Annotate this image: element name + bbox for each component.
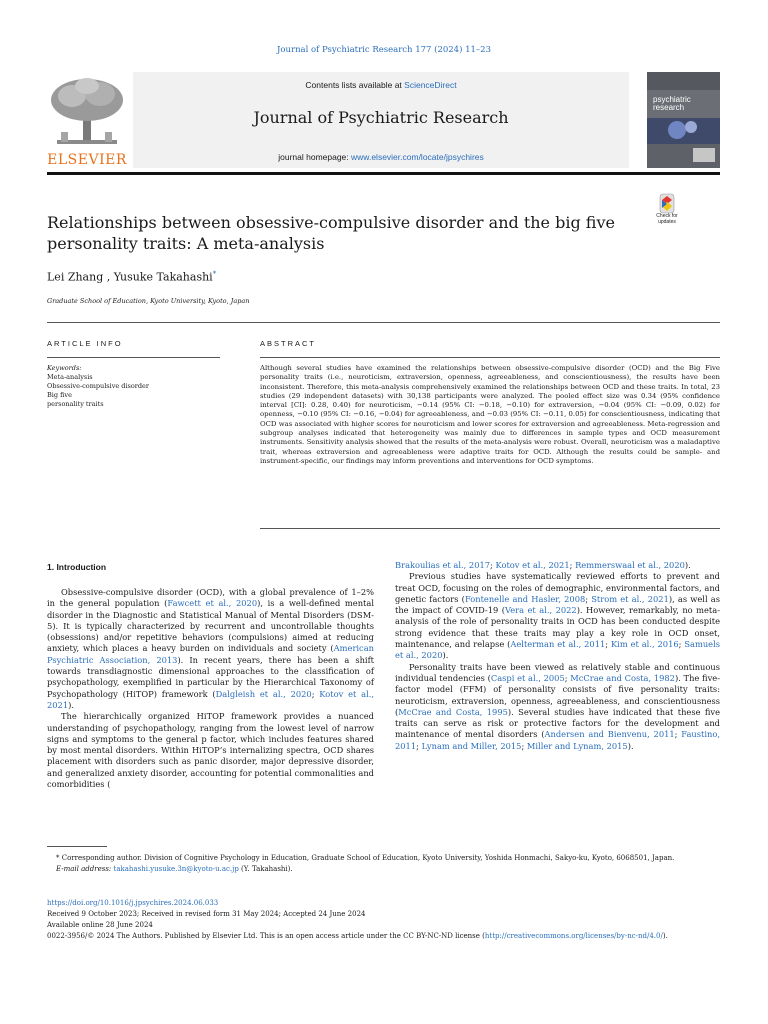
citation-link[interactable]: Andersen and Bienvenu, 2011: [544, 729, 675, 740]
citation-link[interactable]: American Psychiatric Association, 2013: [47, 643, 374, 665]
text-run: ;: [564, 672, 571, 683]
received-dates: Received 9 October 2023; Received in revised form 31 May 2024; Accepted 24 June 2024: [47, 910, 366, 918]
text-run: ).: [442, 650, 449, 661]
text-run: ), as well as the impact of COVID-19 (: [395, 593, 721, 616]
sciencedirect-link[interactable]: ScienceDirect: [404, 80, 457, 90]
license-line: [47, 931, 720, 942]
elsevier-wordmark: ELSEVIER: [47, 152, 127, 168]
text-run: ). However, remarkably, no meta-analysis of the role of personality traits in OCD has been conducted despite strong evidence that these traits may play a key role in OCD onset, maintenance, and relapse (: [395, 605, 720, 650]
paragraph-continued: [395, 560, 720, 571]
text-run: Previous studies have systematically reviewed efforts to prevent and treat OCD, focusing on the roles of demographic, environmental factors, and genetic factors (: [395, 571, 720, 604]
citation-link[interactable]: Kim et al., 2016: [610, 639, 679, 650]
text-run: ;: [521, 740, 527, 751]
keyword: personality traits: [47, 400, 104, 408]
citation-link[interactable]: Caspi et al., 2005: [490, 672, 565, 683]
email-suffix: (Y. Takahashi).: [238, 865, 293, 873]
citation-link[interactable]: Vera et al., 2022: [504, 605, 577, 616]
publication-info: [47, 898, 720, 942]
text-run: ;: [311, 688, 320, 699]
text-run: ).: [68, 699, 74, 710]
elsevier-logo[interactable]: [47, 76, 127, 168]
article-info-heading: ARTICLE INFO: [47, 339, 123, 348]
article-title: Relationships between obsessive-compulsive disorder and the big five personality traits: A meta-analysis: [47, 213, 615, 253]
online-date: Available online 28 June 2024: [47, 921, 153, 929]
paragraph: [395, 571, 720, 661]
citation-link[interactable]: Samuels et al., 2020: [395, 639, 721, 661]
citation-link[interactable]: Lynam and Miller, 2015: [421, 740, 522, 751]
license-suffix: ).: [662, 932, 668, 940]
text-run: ;: [678, 639, 685, 650]
cover-brand: psychiatric research: [653, 95, 691, 112]
text-run: Obsessive-compulsive disorder (OCD), with a global prevalence of 1–2% in the general population (: [47, 587, 374, 609]
citation-link[interactable]: Dalgleish et al., 2020: [215, 688, 312, 699]
text-run: ).: [627, 740, 634, 751]
body-column-left: [47, 587, 374, 790]
introduction-heading: 1. Introduction: [47, 562, 107, 572]
journal-masthead: [47, 72, 720, 168]
abstract-bottom-rule: [260, 528, 720, 529]
paragraph: [47, 587, 374, 711]
article-info-rule: [47, 357, 220, 358]
footnote-rule: [47, 846, 107, 847]
abstract-text: Although several studies have examined the relationships between obsessive-compulsive disorder (OCD) and the Big Five personality traits (i.e., neuroticism, extraversion, openness, agreeableness, and conscientiousness), the results have been inconsistent. Therefore, this meta-analysis comprehensively examined the relationships between OCD and these traits. In total, 23 studies (29 independent datasets) with 30,138 participants were analyzed. The pooled effect size was 0.34 (95% confidence interval [CI]: 0.28, 0.40) for neuroticism, −0.14 (95% CI: −0.18, −0.10) for extraversion, −0.04 (95% CI: −0.09, 0.02) for openness, −0.10 (95% CI: −0.16, −0.04) for agreeableness, and −0.03 (95% CI: −0.11, 0.05) for conscientiousness, indicating that OCD was associated with higher scores for neuroticism and lower scores for extraversion and agreeableness. Meta-regression and subgroup analyses indicated that heterogeneity was mainly due to differences in sample types and OCD measurement instruments. Sensitivity analysis showed that the results of the meta-analysis were robust. Overall, neuroticism was a maladaptive trait, whereas extraversion and agreeableness were adaptive traits for OCD. Although the results could be sample- and instrument-specific, our findings may inform preventions and interventions for OCD symptoms.: [260, 364, 720, 465]
journal-title: Journal of Psychiatric Research: [253, 108, 509, 127]
citation-link[interactable]: Kotov et al., 2021: [495, 560, 570, 570]
citation-link[interactable]: McCrae and Costa, 1995: [398, 706, 508, 717]
keyword: Meta-analysis: [47, 373, 93, 381]
journal-cover-thumbnail[interactable]: [647, 72, 720, 168]
text-run: ;: [490, 560, 496, 570]
header-rule: [47, 322, 720, 323]
elsevier-tree-icon: [47, 76, 127, 150]
email-line: [47, 864, 720, 875]
keyword: Obsessive-compulsive disorder: [47, 382, 149, 390]
text-run: ). The five-factor model (FFM) of personality consists of five personality traits: neuroticism, extraversion, openness, agreeableness, and conscientiousness (: [395, 672, 720, 717]
author-name[interactable]: Lei Zhang: [47, 270, 104, 284]
citation-link[interactable]: Fontenelle and Hasler, 2008: [464, 593, 586, 604]
paragraph: [395, 662, 720, 752]
contents-line: [133, 80, 629, 90]
email-link[interactable]: takahashi.yusuke.3n@kyoto-u.ac.jp: [113, 865, 239, 873]
affiliation: Graduate School of Education, Kyoto University, Kyoto, Japan: [47, 297, 250, 305]
text-run: ). In recent years, there has been a shift towards transdiagnostic dimensional approaches to the classification of psychopathology, exemplified in particular by the Hierarchical Taxonomy of Psychopathology (HiTOP) framework (: [47, 654, 374, 699]
citation-link[interactable]: Kotov et al., 2021: [47, 688, 375, 710]
footnote: [47, 853, 720, 875]
license-text: 0022-3956/© 2024 The Authors. Published by Elsevier Ltd. This is an open access article under the CC BY-NC-ND license (: [47, 932, 485, 940]
check-for-updates-label: Check for updates: [656, 213, 678, 225]
text-run: ;: [585, 593, 592, 604]
footnote-mark: *: [56, 854, 60, 862]
crossmark-icon: [648, 193, 686, 215]
text-run: ;: [416, 740, 422, 751]
citation-link[interactable]: Miller and Lynam, 2015: [526, 740, 628, 751]
citation-link[interactable]: Strom et al., 2021: [591, 593, 669, 604]
text-run: ). Several studies have indicated that these five traits can serve as risk or protective factors for the development and maintenance of mental disorders (: [395, 706, 720, 740]
corresponding-text: Corresponding author. Division of Cognitive Psychology in Education, Graduate School of Education, Kyoto University, Yoshida Honmachi, Sakyo-ku, Kyoto, 6068501, Japan.: [59, 854, 675, 862]
contents-prefix: Contents lists available at: [305, 80, 405, 90]
keywords: [47, 364, 149, 409]
citation-link[interactable]: McCrae and Costa, 1982: [570, 672, 675, 683]
homepage-line: [133, 152, 629, 162]
abstract-heading: ABSTRACT: [260, 339, 317, 348]
corresponding-author-mark[interactable]: *: [212, 270, 217, 278]
citation-link[interactable]: Remmerswaal et al., 2020: [575, 560, 685, 570]
text-run: ).: [684, 560, 691, 570]
journal-banner: [133, 72, 629, 168]
email-label: E-mail address:: [56, 865, 114, 873]
text-run: ;: [569, 560, 576, 570]
corresponding-author-note: [47, 853, 720, 864]
author-separator: ,: [103, 270, 114, 284]
author-name[interactable]: Yusuke Takahashi: [113, 270, 213, 284]
text-run: ;: [605, 639, 611, 650]
citation-link[interactable]: Fawcett et al., 2020: [167, 598, 258, 609]
text-run: The hierarchically organized HiTOP framework provides a nuanced understanding of psychopathology, ranging from the lowest level of narrow signs and symptoms to the general p factor, which includes features shared by most mental disorders. Within HiTOP’s internalizing spectra, OCD shares placement with disorders such as panic disorder, major depressive disorder, and generalized anxiety disorder, accounting for potential commonalities and comorbidities (: [47, 711, 374, 790]
citation-link[interactable]: Brakoulias et al., 2017: [395, 560, 491, 570]
text-run: ;: [674, 729, 682, 740]
abstract-rule: [260, 357, 720, 358]
citation-link[interactable]: Faustino, 2011: [395, 729, 720, 751]
cover-art-icon: [647, 72, 720, 168]
check-for-updates-button[interactable]: [648, 193, 686, 233]
authors: [47, 270, 216, 284]
running-head[interactable]: Journal of Psychiatric Research 177 (2024) 11–23: [277, 45, 491, 55]
keywords-label: Keywords:: [47, 364, 82, 372]
body-column-right: [395, 560, 720, 752]
masthead-rule: [47, 172, 720, 175]
paragraph: [47, 711, 374, 790]
doi-link[interactable]: https://doi.org/10.1016/j.jpsychires.2024.06.033: [47, 899, 219, 907]
license-link[interactable]: http://creativecommons.org/licenses/by-nc-nd/4.0/: [484, 932, 663, 940]
homepage-prefix: journal homepage:: [278, 152, 352, 162]
keyword: Big five: [47, 391, 72, 399]
text-run: Personality traits have been viewed as relatively stable and continuous individual tendencies (: [395, 661, 720, 683]
journal-homepage-link[interactable]: www.elsevier.com/locate/jpsychires: [351, 152, 484, 162]
text-run: ), is a well-defined mental disorder in the Diagnostic and Statistical Manual of Mental Disorders (DSM-5). It is typically characterized by recurrent and uncontrollable thoughts (obsessions) and/or repetitive behaviors (compulsions) aimed at reducing anxiety, which places a heavy burden on individuals and society (: [47, 598, 374, 654]
citation-link[interactable]: Aelterman et al., 2011: [510, 639, 606, 650]
